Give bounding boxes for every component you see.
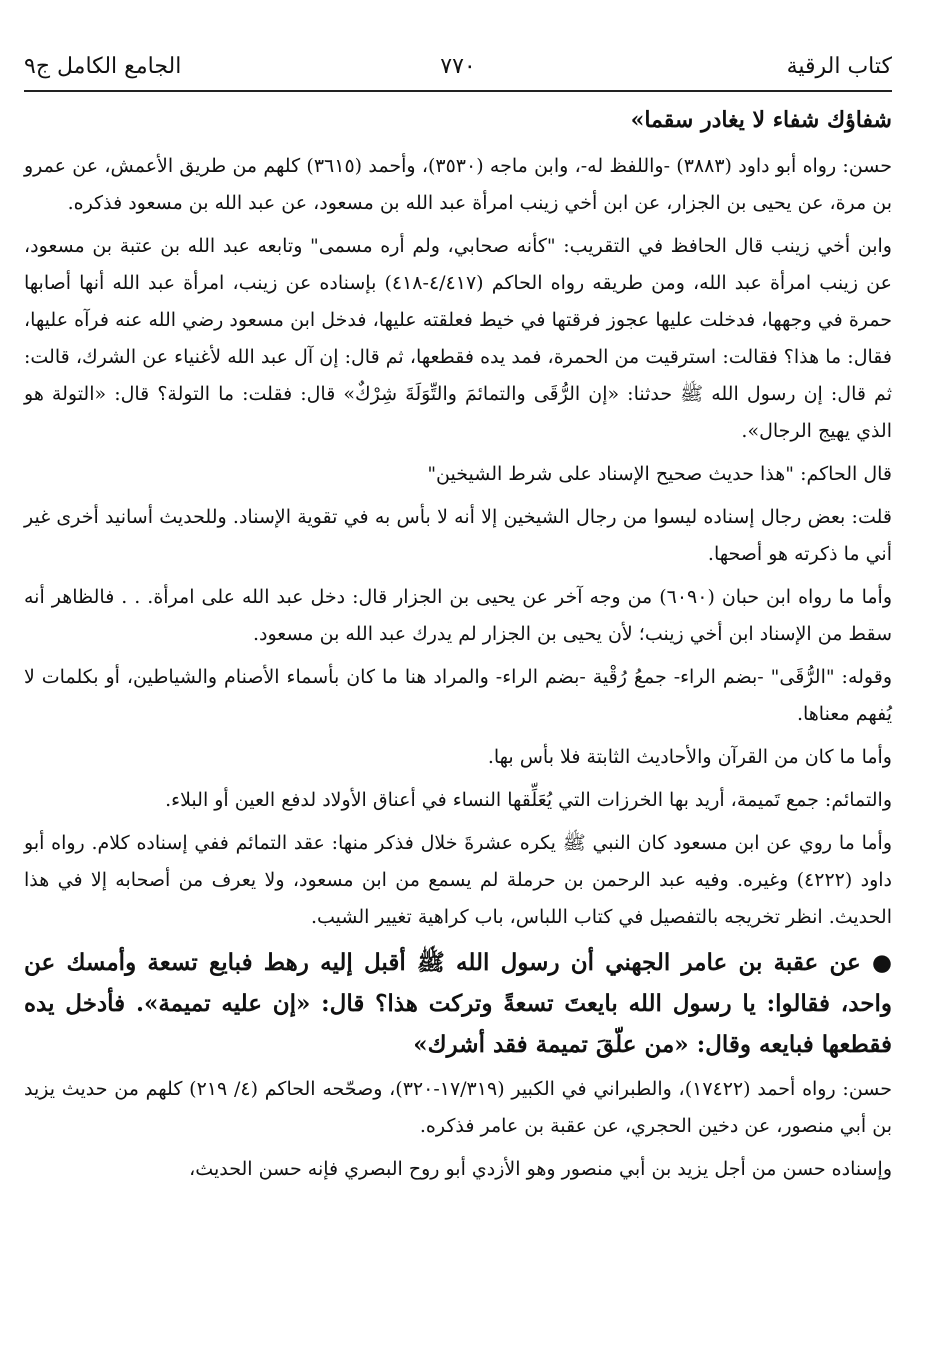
commentary-paragraph: وأما ما رواه ابن حبان (٦٠٩٠) من وجه آخر عن يحيى بن الجزار قال: دخل عبد الله على امرأة. . . فالظاهر أنه سقط من الإسناد ابن أخي زينب؛ لأن يحيى بن الجزار لم يدرك عبد الله بن مسعود. [24,586,892,645]
commentary-paragraph: وإسناده حسن من أجل يزيد بن أبي منصور وهو الأزدي أبو روح البصري فإنه حسن الحديث، [189,1158,892,1180]
commentary-paragraph: قلت: بعض رجال إسناده ليسوا من رجال الشيخين إلا أنه لا بأس به في تقوية الإسناد. وللحديث أسانيد أخرى غير أني ما ذكرته هو أصحها. [24,506,892,565]
commentary-paragraph: وأما ما كان من القرآن والأحاديث الثابتة فلا بأس بها. [487,746,892,768]
volume-title: الجامع الكامل ج٩ [24,54,182,79]
commentary-paragraph: والتمائم: جمع تَميمة، أريد بها الخرزات التي يُعَلِّقها النساء في أعناق الأولاد لدفع العين أو البلاء. [165,789,892,811]
commentary-paragraph: وقوله: "الرُّقَى" -بضم الراء- جمعُ رُقْية -بضم الراء- والمراد هنا ما كان بأسماء الأصنام والشياطين، أو بكلمات لا يُفهم معناها. [24,666,892,725]
book-page [24,40,892,1194]
header-rule [24,90,892,92]
grading-paragraph: حسن: رواه أحمد (١٧٤٢٢)، والطبراني في الكبير (١٧/٣١٩-٣٢٠)، وصحّحه الحاكم (٤/ ٢١٩) كلهم من حديث يزيد بن أبي منصور، عن دخين الحجري، عن عقبة بن عامر فذكره. [24,1078,892,1137]
hadith-ending: شفاؤك شفاء لا يغادر سقما» [630,107,892,133]
hadith-text: ● عن عقبة بن عامر الجهني أن رسول الله ﷺ أقبل إليه رهط فبايع تسعة وأمسك عن واحد، فقالوا: يا رسول الله بايعتَ تسعةً وتركت هذا؟ قال: «إن عليه تميمة». فأدخل يده فقطعها فبايعه وقال: «من علّقَ تميمة فقد أشرك» [24,949,892,1058]
page-number: ٧٧٠ [440,54,476,79]
grading-paragraph: حسن: رواه أبو داود (٣٨٨٣) -واللفظ له-، وابن ماجه (٣٥٣٠)، وأحمد (٣٦١٥) كلهم من طريق الأعمش، عن عمرو بن مرة، عن يحيى بن الجزار، عن ابن أخي زينب امرأة عبد الله بن مسعود، عن عبد الله بن مسعود فذكره. [24,155,892,214]
commentary-paragraph: وأما ما روي عن ابن مسعود كان النبي ﷺ يكره عشرةَ خلال فذكر منها: عقد التمائم ففي إسناده كلام. رواه أبو داود (٤٢٢٢) وغيره. وفيه عبد الرحمن بن حرملة لم يسمع من ابن مسعود، ولا يعرف من أصحابه إلا في هذا الحديث. انظر تخريجه بالتفصيل في كتاب اللباس، باب كراهية تغيير الشيب. [24,832,892,928]
page-body [24,100,892,1188]
commentary-paragraph: قال الحاكم: "هذا حديث صحيح الإسناد على شرط الشيخين" [427,463,892,485]
book-title: كتاب الرقية [786,54,892,79]
commentary-paragraph: وابن أخي زينب قال الحافظ في التقريب: "كأنه صحابي، ولم أره مسمى" وتابعه عبد الله بن عتبة بن مسعود، عن زينب امرأة عبد الله، ومن طريقه رواه الحاكم (٤/٤١٧-٤١٨) بإسناده عن زينب، امرأة عبد الله أنها أصابها حمرة في وجهها، فدخلت عليها عجوز فرقتها في خيط فعلقته عليها، فدخل ابن مسعود رضي الله عنه فرآه عليها، فقال: ما هذا؟ فقالت: استرقيت من الحمرة، فمد يده فقطعها، ثم قال: إن آل عبد الله لأغنياء عن الشرك، قالت: ثم قال: إن رسول الله ﷺ حدثنا: «إن الرُّقَى والتمائمَ والتِّوَلَةَ شِرْكٌ» قال: فقلت: ما التولة؟ قال: «التولة هو الذي يهيج الرجال». [24,235,892,442]
page-header [24,40,892,84]
